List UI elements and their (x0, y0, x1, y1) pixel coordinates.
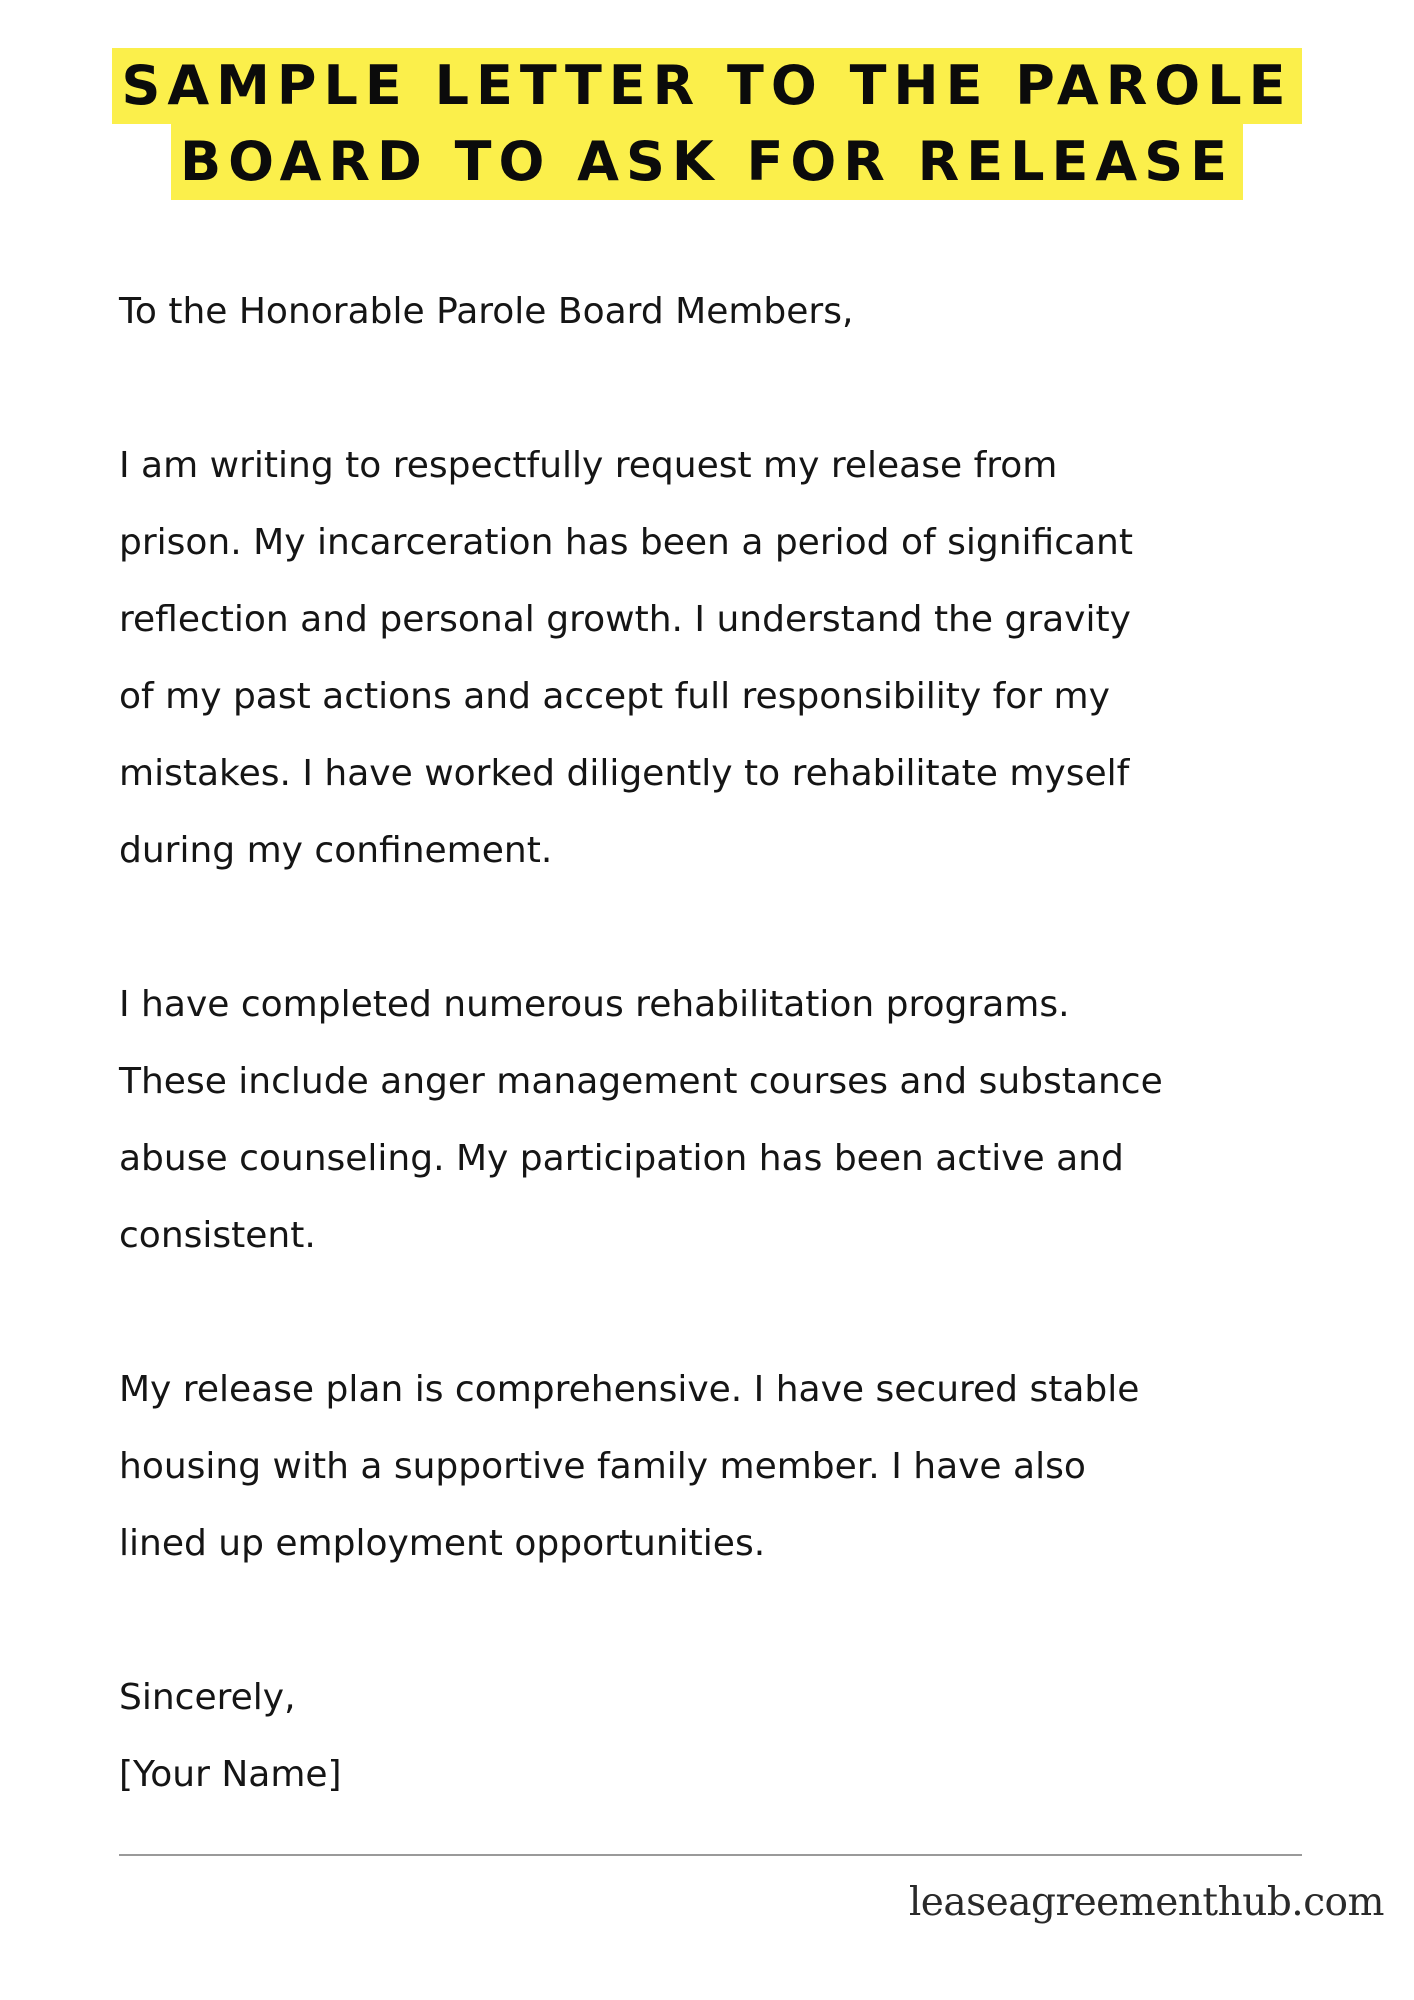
paragraph-line: of my past actions and accept full responsibility for my (119, 676, 1110, 717)
footer-site-name: leaseagreementhub.com (908, 1880, 1384, 1925)
salutation: To the Honorable Parole Board Members, (119, 291, 854, 332)
paragraph-line: prison. My incarceration has been a period of significant (119, 522, 1133, 563)
title-line-1: SAMPLE LETTER TO THE PAROLE (112, 48, 1301, 124)
signature-placeholder: [Your Name] (119, 1754, 342, 1795)
paragraph-line: abuse counseling. My participation has been active and (119, 1138, 1124, 1179)
paragraph-3 (119, 1351, 1349, 1582)
paragraph-line: These include anger management courses and substance (119, 1061, 1163, 1102)
closing: Sincerely, (119, 1677, 296, 1718)
letter-body (119, 273, 1349, 1813)
paragraph-line: I am writing to respectfully request my release from (119, 445, 1058, 486)
paragraph-2 (119, 966, 1349, 1274)
paragraph-line: reflection and personal growth. I understand the gravity (119, 599, 1131, 640)
paragraph-1 (119, 427, 1349, 889)
title-line-2: BOARD TO ASK FOR RELEASE (171, 124, 1243, 200)
paragraph-line: housing with a supportive family member. I have also (119, 1446, 1086, 1487)
footer-divider (119, 1854, 1302, 1856)
paragraph-line: lined up employment opportunities. (119, 1523, 766, 1564)
paragraph-line: I have completed numerous rehabilitation programs. (119, 984, 1070, 1025)
paragraph-line: mistakes. I have worked diligently to rehabilitate myself (119, 753, 1130, 794)
page-title (0, 48, 1414, 200)
paragraph-line: My release plan is comprehensive. I have secured stable (119, 1369, 1140, 1410)
paragraph-line: consistent. (119, 1215, 316, 1256)
paragraph-line: during my confinement. (119, 830, 553, 871)
